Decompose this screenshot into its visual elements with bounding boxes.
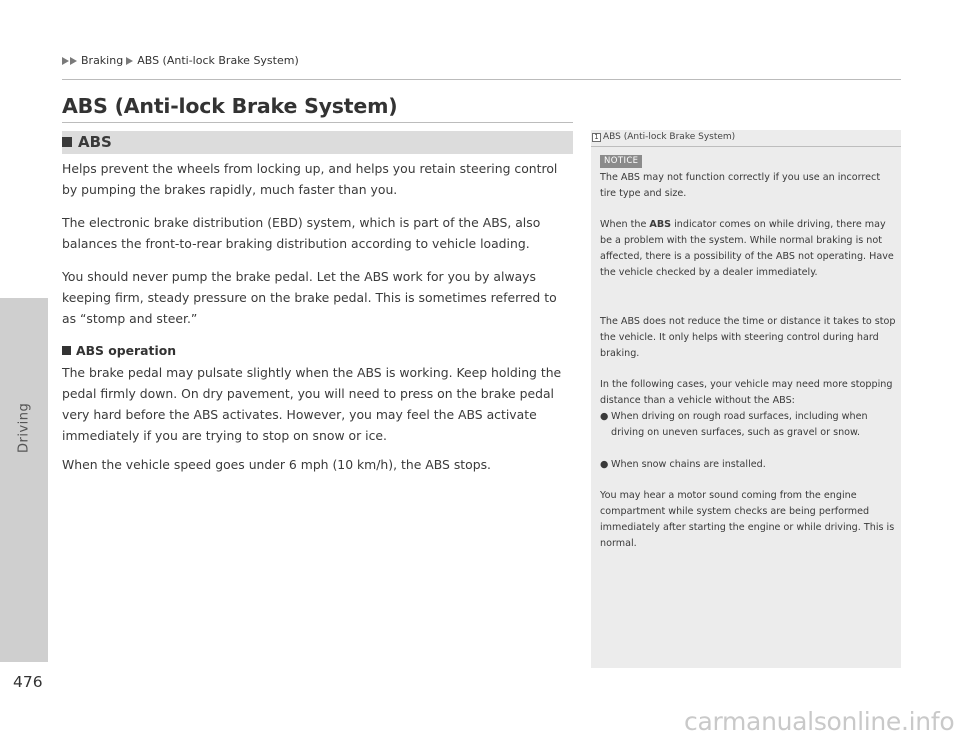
breadcrumb-item-abs: ABS (Anti-lock Brake System)	[137, 54, 299, 67]
section-heading-text: ABS	[78, 133, 112, 151]
body-paragraph: When the vehicle speed goes under 6 mph (10 km/h), the ABS stops.	[62, 457, 491, 472]
note-header-divider	[591, 146, 901, 147]
note-paragraph: The ABS may not function correctly if you use an incorrect tire type and size.	[600, 172, 881, 199]
note-paragraph: The ABS does not reduce the time or distance it takes to stop the vehicle. It only helps with steering control during hard braking.	[600, 316, 896, 359]
bullet-dot-icon: ●	[600, 411, 609, 422]
breadcrumb	[62, 54, 302, 67]
notice-badge: NOTICE	[600, 155, 642, 168]
body-paragraph: The electronic brake distribution (EBD) system, which is part of the ABS, also balances the front-to-rear braking distribution according to vehicle loading.	[62, 215, 541, 251]
note-text-fragment: When the	[600, 219, 650, 230]
side-tab-label: Driving	[16, 402, 32, 454]
body-paragraph: Helps prevent the wheels from locking up, and helps you retain steering control by pumping the brakes rapidly, much faster than you.	[62, 161, 558, 197]
note-paragraph: In the following cases, your vehicle may need more stopping distance than a vehicle without the ABS:	[600, 379, 893, 406]
breadcrumb-arrow-icon	[70, 57, 77, 65]
section-heading	[62, 133, 112, 151]
title-divider	[62, 122, 573, 123]
page-title: ABS (Anti-lock Brake System)	[62, 94, 398, 118]
subsection-heading-text: ABS operation	[76, 343, 177, 358]
note-bullet-text: When driving on rough road surfaces, including when driving on uneven surfaces, such as gravel or snow.	[611, 411, 868, 438]
section-header-bar	[62, 131, 573, 154]
body-paragraph: The brake pedal may pulsate slightly when the ABS is working. Keep holding the pedal firmly down. On dry pavement, you will need to press on the brake pedal very hard before the ABS activates. However, you may feel the ABS activate immediately if you are trying to stop on snow or ice.	[62, 365, 562, 443]
note-header	[592, 132, 735, 142]
note-bullet-item	[600, 457, 896, 473]
subsection-heading	[62, 343, 176, 358]
reference-icon: 1	[592, 133, 601, 142]
page-number: 476	[13, 673, 43, 691]
note-sidebar	[591, 130, 901, 668]
square-bullet-icon	[62, 346, 71, 355]
abs-indicator-label: ABS	[649, 219, 672, 230]
watermark: carmanualsonline.info	[684, 707, 955, 736]
breadcrumb-item-braking[interactable]: Braking	[81, 54, 124, 67]
breadcrumb-arrow-icon	[126, 57, 133, 65]
header-divider	[62, 79, 901, 80]
note-text-fragment: indicator comes on while driving, there may be a problem with the system. While normal braking is not affected, there is a possibility of the ABS not operating. Have the vehicle checked by a dealer immediately.	[600, 219, 894, 278]
bullet-dot-icon: ●	[600, 459, 609, 470]
square-bullet-icon	[62, 137, 72, 147]
note-bullet-text: When snow chains are installed.	[611, 459, 766, 470]
breadcrumb-arrow-icon	[62, 57, 69, 65]
note-title: ABS (Anti-lock Brake System)	[603, 132, 736, 142]
note-paragraph: You may hear a motor sound coming from the engine compartment while system checks are being performed immediately after starting the engine or while driving. This is normal.	[600, 490, 895, 549]
note-paragraph	[600, 217, 896, 281]
note-bullet-item	[600, 409, 896, 441]
body-paragraph: You should never pump the brake pedal. Let the ABS work for you by always keeping firm, steady pressure on the brake pedal. This is sometimes referred to as “stomp and steer.”	[62, 269, 557, 326]
side-tab	[0, 298, 48, 662]
